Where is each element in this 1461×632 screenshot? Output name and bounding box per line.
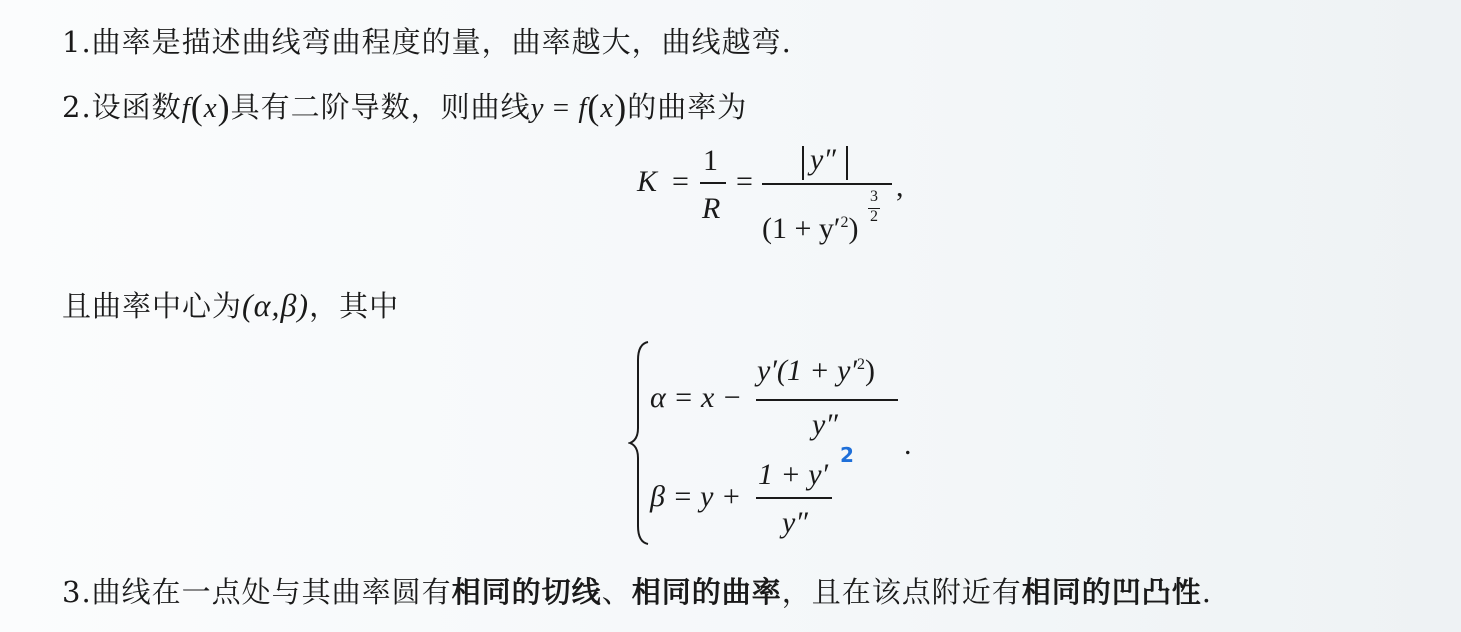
item-3-bold-curvature: 相同的曲率	[631, 575, 782, 609]
alpha-fraction-bar	[756, 399, 898, 401]
equals-1: =	[672, 165, 689, 198]
item-3	[62, 570, 1212, 611]
var-x: x	[203, 92, 218, 124]
numerator-y-double-prime: y″	[810, 143, 836, 176]
center-suffix: ，其中	[309, 289, 400, 323]
item-3-bold-convexity: 相同的凹凸性	[1021, 575, 1202, 609]
equals-2: =	[736, 165, 753, 198]
handwritten-note: 2	[840, 443, 854, 467]
item-3-p1: 3.曲线在一点处与其曲率圆有	[62, 575, 452, 609]
fraction-one: 1	[703, 144, 718, 177]
item-2: 2.设函数f(x)具有二阶导数，则曲线y = f(x)的曲率为	[62, 87, 748, 127]
center-line	[62, 284, 399, 325]
alpha-denominator: y″	[812, 408, 838, 441]
var-y: y	[530, 92, 545, 124]
equals-sign: =	[552, 92, 571, 124]
center-prefix: 且曲率中心为	[62, 289, 243, 323]
alpha-beta: (α,β)	[242, 287, 310, 323]
abs-left	[802, 146, 804, 180]
item-3-bold-tangent: 相同的切线	[451, 575, 602, 609]
beta-denominator: y″	[782, 506, 808, 539]
beta-numerator: 1 + y′	[758, 458, 829, 491]
symbol-R: R	[702, 192, 721, 225]
beta-lhs: β = y +	[650, 480, 742, 513]
item-1-text: 1.曲率是描述曲线弯曲程度的量，曲率越大，曲线越弯.	[62, 25, 792, 59]
symbol-K: K	[637, 165, 658, 198]
var-x-2: x	[600, 92, 615, 124]
item-3-p4: .	[1201, 575, 1212, 609]
item-2-suffix: 的曲率为	[627, 90, 748, 124]
exponent-den: 2	[870, 208, 878, 225]
left-brace	[628, 340, 652, 546]
func-f-2: f	[578, 92, 588, 124]
beta-fraction-bar	[756, 497, 832, 499]
func-f: f	[181, 92, 191, 124]
item-2-mid: 具有二阶导数，则曲线	[230, 90, 531, 124]
denominator: $(1 + y'^2)$	[762, 212, 859, 245]
item-2-prefix: 2.设函数	[62, 90, 182, 124]
item-3-p3: ，且在该点附近有	[781, 575, 1022, 609]
item-3-p2: 、	[601, 575, 632, 609]
formula-comma: ,	[896, 170, 904, 203]
system-period: .	[904, 428, 912, 461]
fraction-bar-1	[700, 182, 726, 184]
exponent-num: 3	[870, 188, 878, 205]
fraction-bar-2	[762, 183, 892, 185]
abs-right	[846, 146, 848, 180]
alpha-numerator: $y'(1 + y'^2)$	[757, 354, 875, 387]
alpha-lhs: α = x −	[650, 381, 743, 414]
